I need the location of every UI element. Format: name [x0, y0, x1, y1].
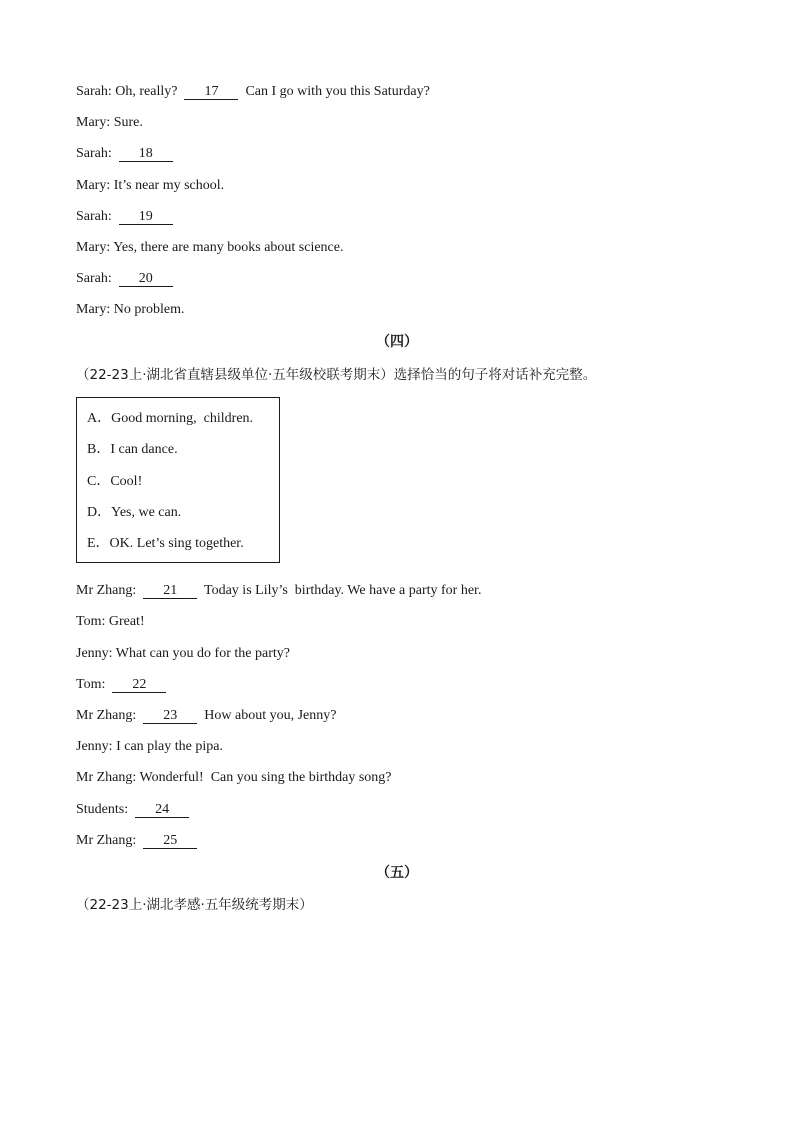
line-text: Can I go with you this Saturday? [241, 84, 430, 99]
line-text: Oh, really? [111, 84, 181, 99]
answer-blank[interactable]: 23 [143, 708, 197, 724]
line-text: Great! [105, 614, 145, 629]
line-text [136, 583, 140, 598]
dialogue-line [76, 613, 145, 631]
dialogue-line [76, 114, 143, 132]
speaker-label: Sarah: [76, 271, 112, 286]
line-text: I can play the pipa. [112, 739, 223, 754]
dialogue-line [76, 145, 173, 163]
answer-blank[interactable]: 17 [184, 84, 238, 100]
question-source: （22-23上·湖北省直辖县级单位·五年级校联考期末）选择恰当的句子将对话补充完整。 [76, 367, 597, 383]
speaker-label: Mary: [76, 178, 111, 193]
speaker-label: Tom: [76, 614, 106, 629]
speaker-label: Mary: [76, 115, 111, 130]
line-text: What can you do for the party? [112, 646, 290, 661]
line-text [112, 271, 116, 286]
question-source: （22-23上·湖北孝感·五年级统考期末） [76, 897, 313, 913]
speaker-label: Jenny: [76, 646, 113, 661]
speaker-label: Mary: [76, 302, 111, 317]
answer-blank[interactable]: 22 [112, 677, 166, 693]
dialogue-line [76, 832, 197, 850]
line-text: How about you, Jenny? [200, 708, 337, 723]
line-text: Today is Lily’s birthday. We have a party for her. [200, 583, 482, 598]
speaker-label: Mary: [76, 240, 111, 255]
line-text [128, 802, 132, 817]
speaker-label: Tom: [76, 677, 106, 692]
dialogue-line [76, 301, 184, 319]
dialogue-line [76, 676, 166, 694]
speaker-label: Mr Zhang: [76, 708, 137, 723]
line-text: Sure. [110, 115, 143, 130]
answer-blank[interactable]: 20 [119, 271, 173, 287]
option-a: A．Good morning, children. [87, 411, 254, 426]
line-text [105, 677, 109, 692]
dialogue-line [76, 801, 189, 819]
dialogue-line [76, 177, 224, 195]
speaker-label: Mr Zhang: [76, 770, 137, 785]
line-text [112, 209, 116, 224]
option-e: E．OK. Let’s sing together. [87, 536, 244, 551]
line-text [112, 146, 116, 161]
speaker-label: Students: [76, 802, 129, 817]
dialogue-line [76, 208, 173, 226]
line-text [136, 708, 140, 723]
line-text: Yes, there are many books about science. [110, 240, 344, 255]
speaker-label: Jenny: [76, 739, 113, 754]
options-box [76, 397, 280, 563]
speaker-label: Mr Zhang: [76, 583, 137, 598]
dialogue-line [76, 83, 430, 101]
dialogue-line [76, 582, 481, 600]
option-b: B．I can dance. [87, 442, 178, 457]
section-heading: （五） [376, 865, 418, 881]
dialogue-line [76, 270, 173, 288]
dialogue-line [76, 769, 392, 787]
dialogue-line [76, 738, 223, 756]
answer-blank[interactable]: 21 [143, 583, 197, 599]
dialogue-line [76, 645, 290, 663]
dialogue-line [76, 707, 336, 725]
answer-blank[interactable]: 18 [119, 146, 173, 162]
answer-blank[interactable]: 19 [119, 209, 173, 225]
line-text: Wonderful! Can you sing the birthday song? [136, 770, 392, 785]
section-heading: （四） [376, 334, 418, 350]
option-d: D．Yes, we can. [87, 505, 182, 520]
speaker-label: Mr Zhang: [76, 833, 137, 848]
answer-blank[interactable]: 25 [143, 833, 197, 849]
line-text [136, 833, 140, 848]
dialogue-line [76, 239, 344, 257]
speaker-label: Sarah: [76, 209, 112, 224]
line-text: It’s near my school. [110, 178, 225, 193]
line-text: No problem. [110, 302, 185, 317]
speaker-label: Sarah: [76, 84, 112, 99]
answer-blank[interactable]: 24 [135, 802, 189, 818]
option-c: C．Cool! [87, 474, 143, 489]
speaker-label: Sarah: [76, 146, 112, 161]
